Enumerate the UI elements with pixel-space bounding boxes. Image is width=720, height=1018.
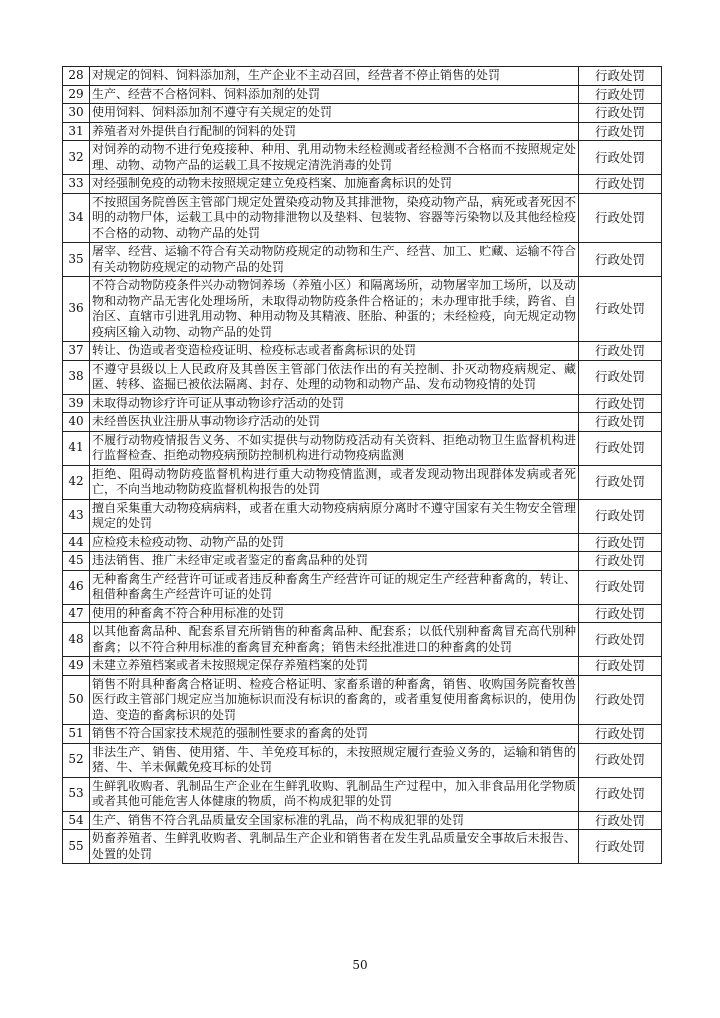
description-cell: 无种畜禽生产经营许可证或者违反种畜禽生产经营许可证的规定生产经营种畜禽的，转让、租借种畜禽生产经营许可证的处罚 bbox=[90, 570, 579, 604]
category-cell: 行政处罚 bbox=[579, 67, 662, 86]
category-cell: 行政处罚 bbox=[579, 675, 662, 725]
description-cell: 奶畜养殖者、生鲜乳收购者、乳制品生产企业和销售者在发生乳品质量安全事故后未报告、处置的处罚 bbox=[90, 830, 579, 864]
category-cell: 行政处罚 bbox=[579, 85, 662, 104]
description-cell: 对饲养的动物不进行免疫接种、种用、乳用动物未经检测或者经检测不合格而不按照规定处理、动物、动物产品的运载工具不按规定清洗消毒的处罚 bbox=[90, 141, 579, 175]
row-number-cell: 31 bbox=[63, 122, 90, 141]
row-number-cell: 47 bbox=[63, 604, 90, 623]
row-number-cell: 51 bbox=[63, 725, 90, 744]
page-number: 50 bbox=[352, 958, 368, 972]
row-number-cell: 34 bbox=[63, 193, 90, 243]
row-number-cell: 37 bbox=[63, 342, 90, 361]
category-cell: 行政处罚 bbox=[579, 830, 662, 864]
table-row bbox=[63, 193, 662, 243]
table-body bbox=[63, 67, 662, 864]
category-cell: 行政处罚 bbox=[579, 499, 662, 533]
description-cell: 以其他畜禽品种、配套系冒充所销售的种畜禽品种、配套系；以低代别种畜禽冒充高代别种畜禽；以不符合种用标准的畜禽冒充种畜禽；销售未经批准进口的种畜禽的处罚 bbox=[90, 623, 579, 657]
table-row bbox=[63, 552, 662, 571]
description-cell: 非法生产、销售、使用猪、牛、羊免疫耳标的，未按照规定履行查验义务的，运输和销售的猪、牛、羊未佩戴免疫耳标的处罚 bbox=[90, 743, 579, 777]
description-cell: 不按照国务院兽医主管部门规定处置染疫动物及其排泄物，染疫动物产品，病死或者死因不明的动物尸体，运载工具中的动物排泄物以及垫料、包装物、容器等污染物以及其他经检疫不合格的动物、动物产品的处罚 bbox=[90, 193, 579, 243]
description-cell: 未经兽医执业注册从事动物诊疗活动的处罚 bbox=[90, 413, 579, 432]
category-cell: 行政处罚 bbox=[579, 552, 662, 571]
row-number-cell: 54 bbox=[63, 811, 90, 830]
row-number-cell: 29 bbox=[63, 85, 90, 104]
description-cell: 屠宰、经营、运输不符合有关动物防疫规定的动物和生产、经营、加工、贮藏、运输不符合有关动物防疫规定的动物产品的处罚 bbox=[90, 243, 579, 277]
description-cell: 对规定的饲料、饲料添加剂，生产企业不主动召回，经营者不停止销售的处罚 bbox=[90, 67, 579, 86]
table-row bbox=[63, 657, 662, 676]
row-number-cell: 50 bbox=[63, 675, 90, 725]
category-cell: 行政处罚 bbox=[579, 243, 662, 277]
table-row bbox=[63, 394, 662, 413]
category-cell: 行政处罚 bbox=[579, 811, 662, 830]
description-cell: 使用的种畜禽不符合种用标准的处罚 bbox=[90, 604, 579, 623]
description-cell: 应检疫未检疫动物、动物产品的处罚 bbox=[90, 533, 579, 552]
table-row bbox=[63, 277, 662, 342]
table-row bbox=[63, 175, 662, 194]
category-cell: 行政处罚 bbox=[579, 122, 662, 141]
description-cell: 未建立养殖档案或者未按照规定保存养殖档案的处罚 bbox=[90, 657, 579, 676]
row-number-cell: 46 bbox=[63, 570, 90, 604]
description-cell: 对经强制免疫的动物未按照规定建立免疫档案、加施畜禽标识的处罚 bbox=[90, 175, 579, 194]
row-number-cell: 38 bbox=[63, 360, 90, 394]
description-cell: 拒绝、阻碍动物防疫监督机构进行重大动物疫情监测，或者发现动物出现群体发病或者死亡，不向当地动物防疫监督机构报告的处罚 bbox=[90, 465, 579, 499]
row-number-cell: 41 bbox=[63, 431, 90, 465]
row-number-cell: 52 bbox=[63, 743, 90, 777]
table-row bbox=[63, 413, 662, 432]
category-cell: 行政处罚 bbox=[579, 175, 662, 194]
description-cell: 养殖者对外提供自行配制的饲料的处罚 bbox=[90, 122, 579, 141]
table-row bbox=[63, 777, 662, 811]
description-cell: 不符合动物防疫条件兴办动物饲养场（养殖小区）和隔离场所，动物屠宰加工场所，以及动物和动物产品无害化处理场所，未取得动物防疫条件合格证的；未办理审批手续，跨省、自治区、直辖市引进乳用动物、种用动物及其精液、胚胎、种蛋的；未经检疫，向无规定动物疫病区输入动物、动物产品的处罚 bbox=[90, 277, 579, 342]
category-cell: 行政处罚 bbox=[579, 360, 662, 394]
table-row bbox=[63, 431, 662, 465]
row-number-cell: 53 bbox=[63, 777, 90, 811]
description-cell: 擅自采集重大动物疫病病料，或者在重大动物疫病病原分离时不遵守国家有关生物安全管理规定的处罚 bbox=[90, 499, 579, 533]
table-row bbox=[63, 604, 662, 623]
table-row bbox=[63, 67, 662, 86]
row-number-cell: 33 bbox=[63, 175, 90, 194]
penalty-table bbox=[62, 66, 662, 864]
table-row bbox=[63, 104, 662, 123]
table-row bbox=[63, 725, 662, 744]
table-row bbox=[63, 675, 662, 725]
category-cell: 行政处罚 bbox=[579, 431, 662, 465]
category-cell: 行政处罚 bbox=[579, 725, 662, 744]
table-row bbox=[63, 570, 662, 604]
category-cell: 行政处罚 bbox=[579, 623, 662, 657]
description-cell: 转让、伪造或者变造检疫证明、检疫标志或者畜禽标识的处罚 bbox=[90, 342, 579, 361]
category-cell: 行政处罚 bbox=[579, 413, 662, 432]
table-row bbox=[63, 830, 662, 864]
row-number-cell: 55 bbox=[63, 830, 90, 864]
category-cell: 行政处罚 bbox=[579, 141, 662, 175]
description-cell: 使用饲料、饲料添加剂不遵守有关规定的处罚 bbox=[90, 104, 579, 123]
category-cell: 行政处罚 bbox=[579, 104, 662, 123]
row-number-cell: 48 bbox=[63, 623, 90, 657]
row-number-cell: 40 bbox=[63, 413, 90, 432]
category-cell: 行政处罚 bbox=[579, 777, 662, 811]
table-row bbox=[63, 85, 662, 104]
row-number-cell: 43 bbox=[63, 499, 90, 533]
row-number-cell: 30 bbox=[63, 104, 90, 123]
table-row bbox=[63, 533, 662, 552]
description-cell: 销售不附具种畜禽合格证明、检疫合格证明、家畜系谱的种畜禽，销售、收购国务院畜牧兽医行政主管部门规定应当加施标识而没有标识的畜禽的，或者重复使用畜禽标识的，使用伪造、变造的畜禽标识的处罚 bbox=[90, 675, 579, 725]
description-cell: 生产、销售不符合乳品质量安全国家标准的乳品，尚不构成犯罪的处罚 bbox=[90, 811, 579, 830]
description-cell: 不履行动物疫情报告义务、不如实提供与动物防疫活动有关资料、拒绝动物卫生监督机构进行监督检查、拒绝动物疫病预防控制机构进行动物疫病监测 bbox=[90, 431, 579, 465]
category-cell: 行政处罚 bbox=[579, 277, 662, 342]
row-number-cell: 32 bbox=[63, 141, 90, 175]
category-cell: 行政处罚 bbox=[579, 533, 662, 552]
row-number-cell: 42 bbox=[63, 465, 90, 499]
description-cell: 不遵守县级以上人民政府及其兽医主管部门依法作出的有关控制、扑灭动物疫病规定、藏匿、转移、盗掘已被依法隔离、封存、处理的动物和动物产品、发布动物疫情的处罚 bbox=[90, 360, 579, 394]
category-cell: 行政处罚 bbox=[579, 465, 662, 499]
category-cell: 行政处罚 bbox=[579, 657, 662, 676]
table-row bbox=[63, 360, 662, 394]
category-cell: 行政处罚 bbox=[579, 342, 662, 361]
table-row bbox=[63, 623, 662, 657]
row-number-cell: 28 bbox=[63, 67, 90, 86]
row-number-cell: 49 bbox=[63, 657, 90, 676]
row-number-cell: 45 bbox=[63, 552, 90, 571]
row-number-cell: 35 bbox=[63, 243, 90, 277]
category-cell: 行政处罚 bbox=[579, 394, 662, 413]
row-number-cell: 39 bbox=[63, 394, 90, 413]
table-row bbox=[63, 122, 662, 141]
description-cell: 违法销售、推广未经审定或者鉴定的畜禽品种的处罚 bbox=[90, 552, 579, 571]
table-row bbox=[63, 811, 662, 830]
table-row bbox=[63, 342, 662, 361]
table-row bbox=[63, 499, 662, 533]
table-row bbox=[63, 141, 662, 175]
description-cell: 生产、经营不合格饲料、饲料添加剂的处罚 bbox=[90, 85, 579, 104]
table-row bbox=[63, 243, 662, 277]
description-cell: 未取得动物诊疗许可证从事动物诊疗活动的处罚 bbox=[90, 394, 579, 413]
category-cell: 行政处罚 bbox=[579, 193, 662, 243]
row-number-cell: 36 bbox=[63, 277, 90, 342]
table-row bbox=[63, 465, 662, 499]
category-cell: 行政处罚 bbox=[579, 570, 662, 604]
description-cell: 销售不符合国家技术规范的强制性要求的畜禽的处罚 bbox=[90, 725, 579, 744]
category-cell: 行政处罚 bbox=[579, 743, 662, 777]
description-cell: 生鲜乳收购者、乳制品生产企业在生鲜乳收购、乳制品生产过程中，加入非食品用化学物质或者其他可能危害人体健康的物质，尚不构成犯罪的处罚 bbox=[90, 777, 579, 811]
table-row bbox=[63, 743, 662, 777]
row-number-cell: 44 bbox=[63, 533, 90, 552]
category-cell: 行政处罚 bbox=[579, 604, 662, 623]
